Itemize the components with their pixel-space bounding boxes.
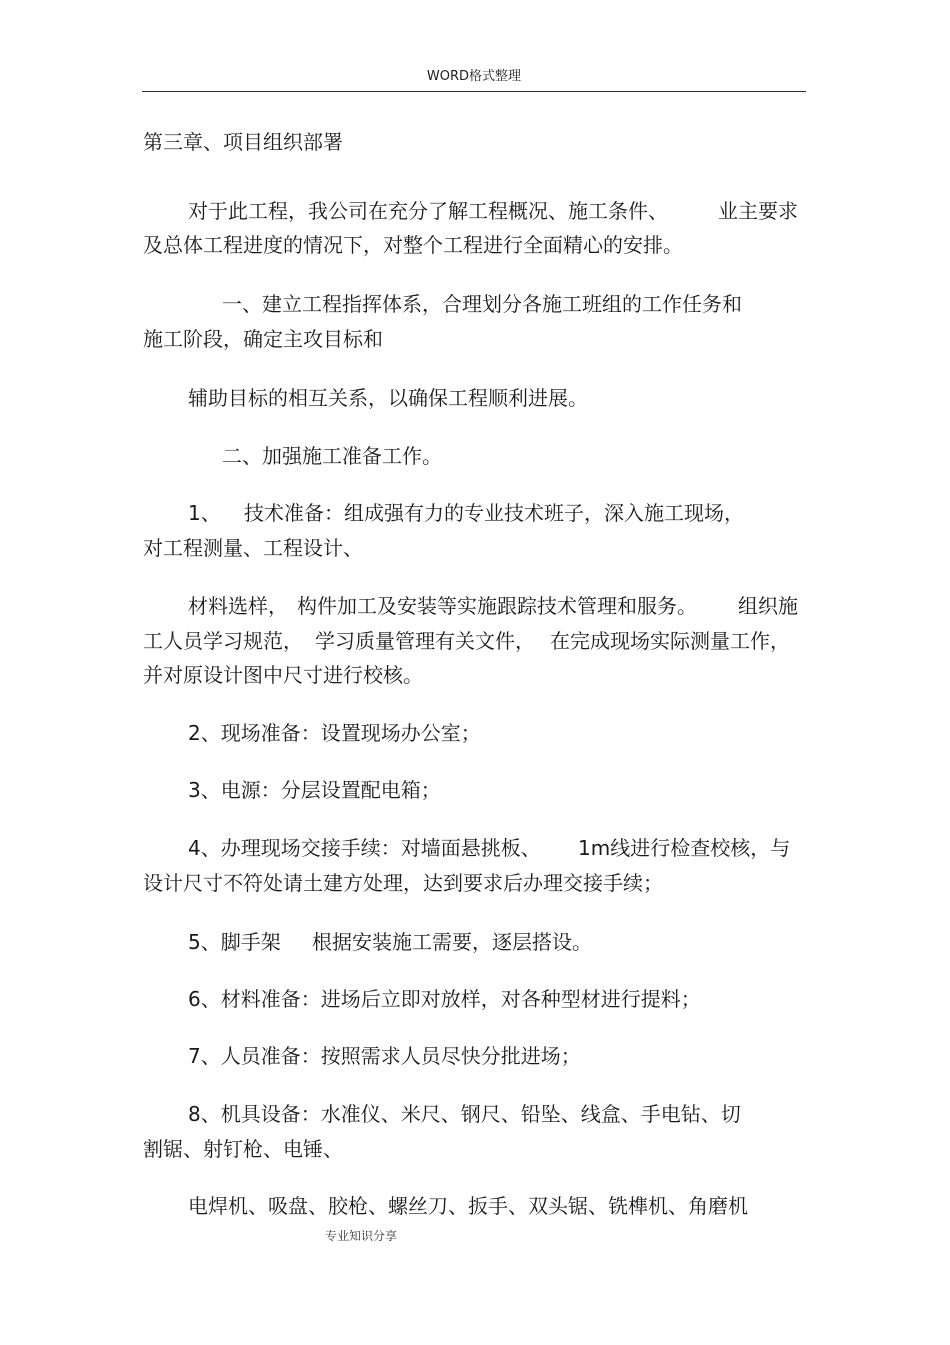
item1-line-3c: 组织施 [738, 594, 798, 618]
item1-line-4b: 学习质量管理有关文件， [315, 629, 535, 653]
item8-line-2: 割锯、射钉枪、电锤、 [143, 1137, 343, 1161]
section2-heading: 二、加强施工准备工作。 [222, 444, 442, 468]
header-divider [142, 91, 806, 92]
item5-line-1a: 5、脚手架 [188, 930, 281, 954]
item1-line-3b: 构件加工及安装等实施跟踪技术管理和服务。 [297, 594, 697, 618]
item4-line-2: 设计尺寸不符处请土建方处理，达到要求后办理交接手续； [143, 871, 663, 895]
item1-line-4a: 工人员学习规范， [143, 629, 303, 653]
item3-line: 3、电源：分层设置配电箱； [188, 778, 441, 802]
section1-line-2: 施工阶段，确定主攻目标和 [143, 327, 383, 351]
item1-number: 1、 [188, 501, 221, 525]
item8-line-1: 8、机具设备：水准仪、米尺、钢尺、铅坠、线盒、手电钻、切 [188, 1102, 741, 1126]
section1-line-3: 辅助目标的相互关系，以确保工程顺利进展。 [188, 386, 588, 410]
item1-line-4c: 在完成现场实际测量工作， [550, 629, 790, 653]
intro-line-2: 及总体工程进度的情况下，对整个工程进行全面精心的安排。 [143, 233, 683, 257]
item4-line-1a: 4、办理现场交接手续：对墙面悬挑板、 [188, 836, 541, 860]
intro-line-1: 对于此工程，我公司在充分了解工程概况、施工条件、 [188, 199, 668, 223]
page-footer: 专业知识分享 [325, 1229, 398, 1243]
item1-line-3a: 材料选样， [188, 594, 288, 618]
intro-line-1b: 业主要求 [718, 199, 798, 223]
item7-line: 7、人员准备：按照需求人员尽快分批进场； [188, 1044, 581, 1068]
header-text: WORD格式整理 [426, 69, 522, 84]
item6-line: 6、材料准备：进场后立即对放样，对各种型材进行提料； [188, 987, 701, 1011]
item1-line-2: 对工程测量、工程设计、 [143, 536, 363, 560]
item1-line-1: 技术准备：组成强有力的专业技术班子，深入施工现场， [244, 501, 744, 525]
chapter-title: 第三章、项目组织部署 [143, 130, 343, 154]
item5-line-1b: 根据安装施工需要，逐层搭设。 [312, 930, 592, 954]
item1-line-5: 并对原设计图中尺寸进行校核。 [143, 663, 423, 687]
item8-line-3: 电焊机、吸盘、胶枪、螺丝刀、扳手、双头锯、铣榫机、角磨机 [188, 1194, 748, 1218]
section1-line-1: 一、建立工程指挥体系，合理划分各施工班组的工作任务和 [222, 292, 742, 316]
item4-line-1b: 1m线进行检查校核，与 [578, 836, 791, 860]
item2-line: 2、现场准备：设置现场办公室； [188, 721, 481, 745]
